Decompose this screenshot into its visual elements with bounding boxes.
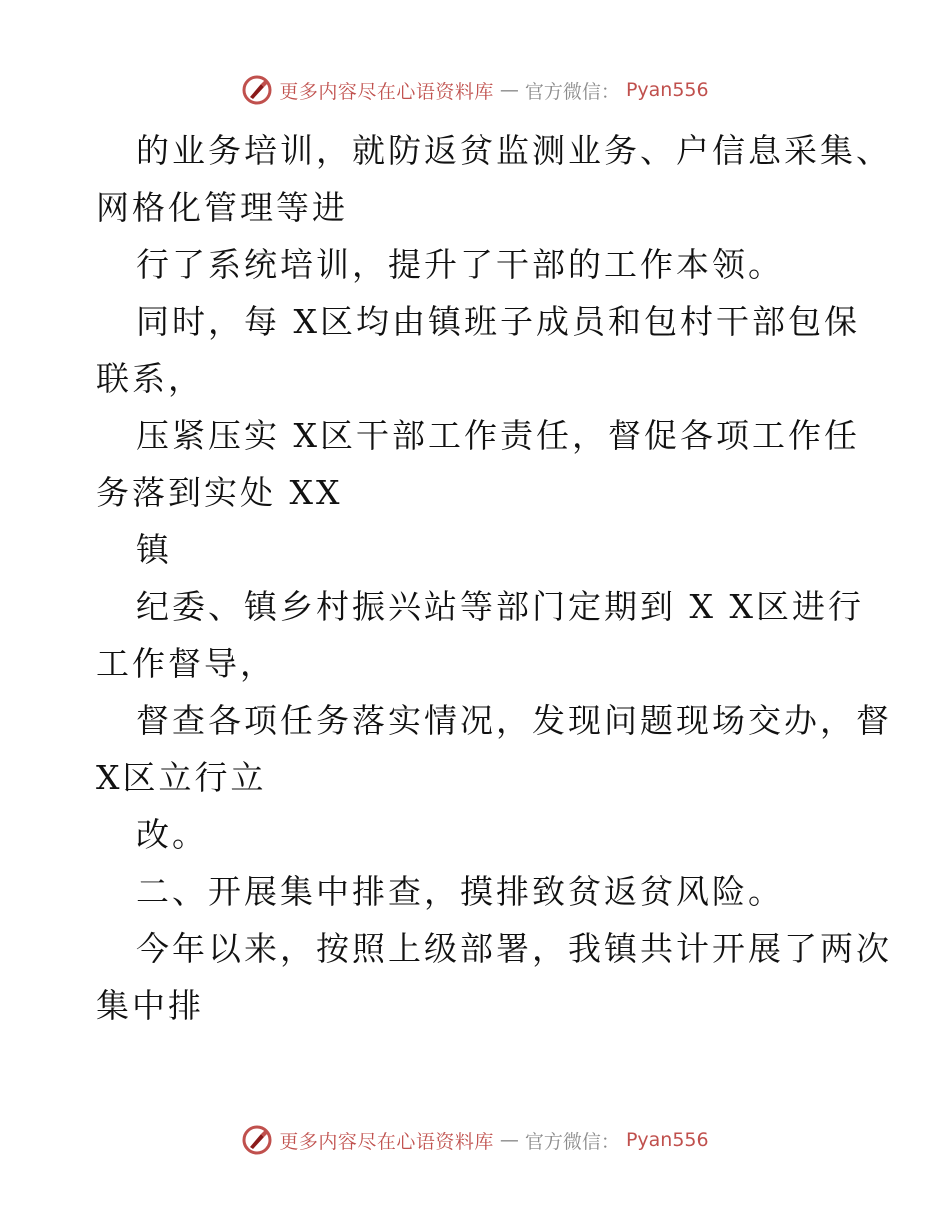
footer-watermark xyxy=(0,1122,950,1158)
watermark-account-id: Pyan556 xyxy=(625,79,709,101)
watermark-title: 更多内容尽在心语资料库 xyxy=(279,1130,494,1153)
text-line: 同时，每 X区均由镇班子成员和包村干部包保 xyxy=(136,302,860,341)
text-line: 集中排 xyxy=(96,986,204,1025)
text-line: 行了系统培训，提升了干部的工作本领。 xyxy=(136,245,784,284)
text-line: 督查各项任务落实情况，发现问题现场交办，督 xyxy=(136,701,892,740)
watermark-dash: — xyxy=(499,1129,519,1151)
pen-logo-icon xyxy=(241,74,273,106)
watermark-account-label: 官方微信： xyxy=(524,1130,620,1153)
document-body xyxy=(96,122,892,1034)
text-line: 联系， xyxy=(96,359,204,398)
watermark-account-id: Pyan556 xyxy=(625,1129,709,1151)
pen-logo-icon xyxy=(241,1124,273,1156)
text-line: 工作督导， xyxy=(96,644,276,683)
watermark-title: 更多内容尽在心语资料库 xyxy=(279,80,494,103)
text-line: 镇 xyxy=(136,530,172,569)
text-line: 纪委、镇乡村振兴站等部门定期到 X X区进行 xyxy=(136,587,864,626)
text-line: 今年以来，按照上级部署，我镇共计开展了两次 xyxy=(136,929,892,968)
text-line: 二、开展集中排查，摸排致贫返贫风险。 xyxy=(136,872,784,911)
text-line: 的业务培训，就防返贫监测业务、户信息采集、 xyxy=(136,131,892,170)
text-line: X区立行立 xyxy=(96,758,267,797)
watermark-dash: — xyxy=(499,79,519,101)
text-line: 改。 xyxy=(136,815,208,854)
text-line: 网格化管理等进 xyxy=(96,188,348,227)
text-line: 务落到实处 XX xyxy=(96,473,343,512)
text-line: 压紧压实 X区干部工作责任，督促各项工作任 xyxy=(136,416,860,455)
header-watermark xyxy=(0,72,950,108)
watermark-account-label: 官方微信： xyxy=(524,80,620,103)
